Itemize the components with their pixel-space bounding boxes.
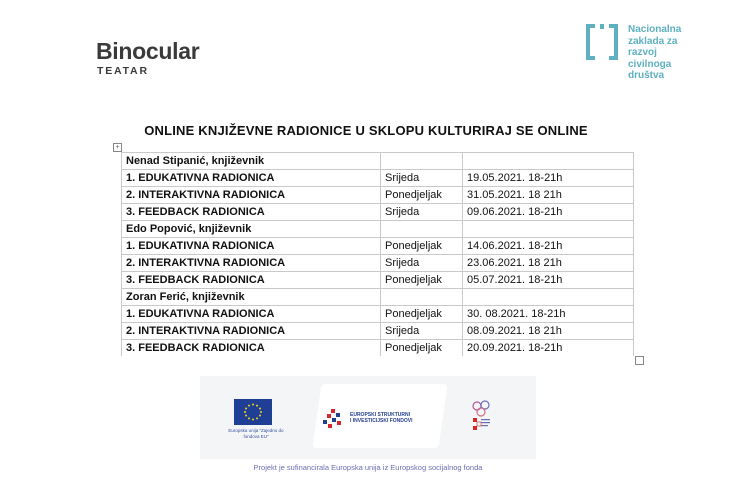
workshop-datetime: 31.05.2021. 18 21h: [463, 187, 634, 204]
author-name: Nenad Stipanić, književnik: [122, 153, 381, 170]
table-row: [122, 255, 634, 272]
eu-stars-icon: [234, 399, 272, 425]
croatian-government-logo: [468, 396, 494, 440]
workshop-name: 1. EDUKATIVNA RADIONICA: [122, 170, 381, 187]
table-row: [122, 153, 634, 170]
workshop-day: Ponedjeljak: [381, 238, 463, 255]
table-row: [122, 306, 634, 323]
table-row: [122, 170, 634, 187]
workshop-name: 1. EDUKATIVNA RADIONICA: [122, 306, 381, 323]
table-row: [122, 272, 634, 289]
foundation-bracket-icon: [585, 22, 619, 62]
structural-funds-line: EUROPSKI STRUKTURNI: [350, 412, 411, 418]
eu-caption: Europska unija "Zajedno do fondova EU": [228, 428, 284, 439]
structural-funds-squares-icon: [323, 409, 345, 429]
author-name: Zoran Ferić, književnik: [122, 289, 381, 306]
table-row: [122, 238, 634, 255]
structural-funds-line: I INVESTICIJSKI FONDOVI: [350, 418, 413, 424]
document-title: ONLINE KNJIŽEVNE RADIONICE U SKLOPU KULTURIRAJ SE ONLINE: [144, 123, 588, 138]
workshop-datetime: 30. 08.2021. 18-21h: [463, 306, 634, 323]
workshop-datetime: 08.09.2021. 18 21h: [463, 323, 634, 340]
table-row: [122, 204, 634, 221]
workshop-name: 3. FEEDBACK RADIONICA: [122, 272, 381, 289]
table-row: [122, 221, 634, 238]
eu-flag-icon: [234, 399, 272, 425]
table-cell: [463, 289, 634, 306]
structural-funds-text: [350, 412, 440, 424]
binocular-logo-name: Binocular: [96, 38, 200, 64]
table-row: [122, 340, 634, 357]
binocular-teatar-logo: [96, 38, 246, 82]
table-cell: [381, 221, 463, 238]
table-row: [122, 187, 634, 204]
binocular-logo-subtitle: TEATAR: [97, 65, 149, 77]
workshop-schedule-table: [121, 152, 634, 356]
table-cell: [463, 153, 634, 170]
foundation-logo: [585, 18, 725, 88]
eu-funding-banner: [200, 376, 536, 459]
table-cell: [381, 153, 463, 170]
workshop-day: Srijeda: [381, 255, 463, 272]
table-move-handle-icon[interactable]: +: [113, 143, 122, 152]
foundation-line: Nacionalna: [628, 24, 682, 35]
workshop-name: 2. INTERAKTIVNA RADIONICA: [122, 187, 381, 204]
workshop-datetime: 09.06.2021. 18-21h: [463, 204, 634, 221]
foundation-line: civilnoga: [628, 58, 672, 70]
table-row: [122, 289, 634, 306]
workshop-day: Ponedjeljak: [381, 187, 463, 204]
workshop-datetime: 14.06.2021. 18-21h: [463, 238, 634, 255]
funding-footer-text: Projekt je sufinancirala Europska unija iz Europskog socijalnog fonda: [253, 463, 483, 472]
workshop-datetime: 20.09.2021. 18-21h: [463, 340, 634, 357]
workshop-day: Ponedjeljak: [381, 306, 463, 323]
workshop-name: 2. INTERAKTIVNA RADIONICA: [122, 323, 381, 340]
workshop-day: Ponedjeljak: [381, 340, 463, 357]
table-cell: [463, 221, 634, 238]
workshop-datetime: 23.06.2021. 18 21h: [463, 255, 634, 272]
table-row: [122, 323, 634, 340]
workshop-name: 2. INTERAKTIVNA RADIONICA: [122, 255, 381, 272]
foundation-name: [628, 24, 718, 82]
workshop-name: 3. FEEDBACK RADIONICA: [122, 340, 381, 357]
workshop-day: Ponedjeljak: [381, 272, 463, 289]
workshop-datetime: 19.05.2021. 18-21h: [463, 170, 634, 187]
workshop-day: Srijeda: [381, 323, 463, 340]
table-resize-handle[interactable]: [635, 356, 644, 365]
author-name: Edo Popović, književnik: [122, 221, 381, 238]
workshop-day: Srijeda: [381, 170, 463, 187]
workshop-name: 1. EDUKATIVNA RADIONICA: [122, 238, 381, 255]
table-cell: [381, 289, 463, 306]
foundation-line: zaklada za: [628, 35, 678, 47]
workshop-day: Srijeda: [381, 204, 463, 221]
foundation-line: društva: [628, 70, 665, 81]
foundation-line: razvoj: [628, 47, 657, 58]
workshop-datetime: 05.07.2021. 18-21h: [463, 272, 634, 289]
workshop-name: 3. FEEDBACK RADIONICA: [122, 204, 381, 221]
